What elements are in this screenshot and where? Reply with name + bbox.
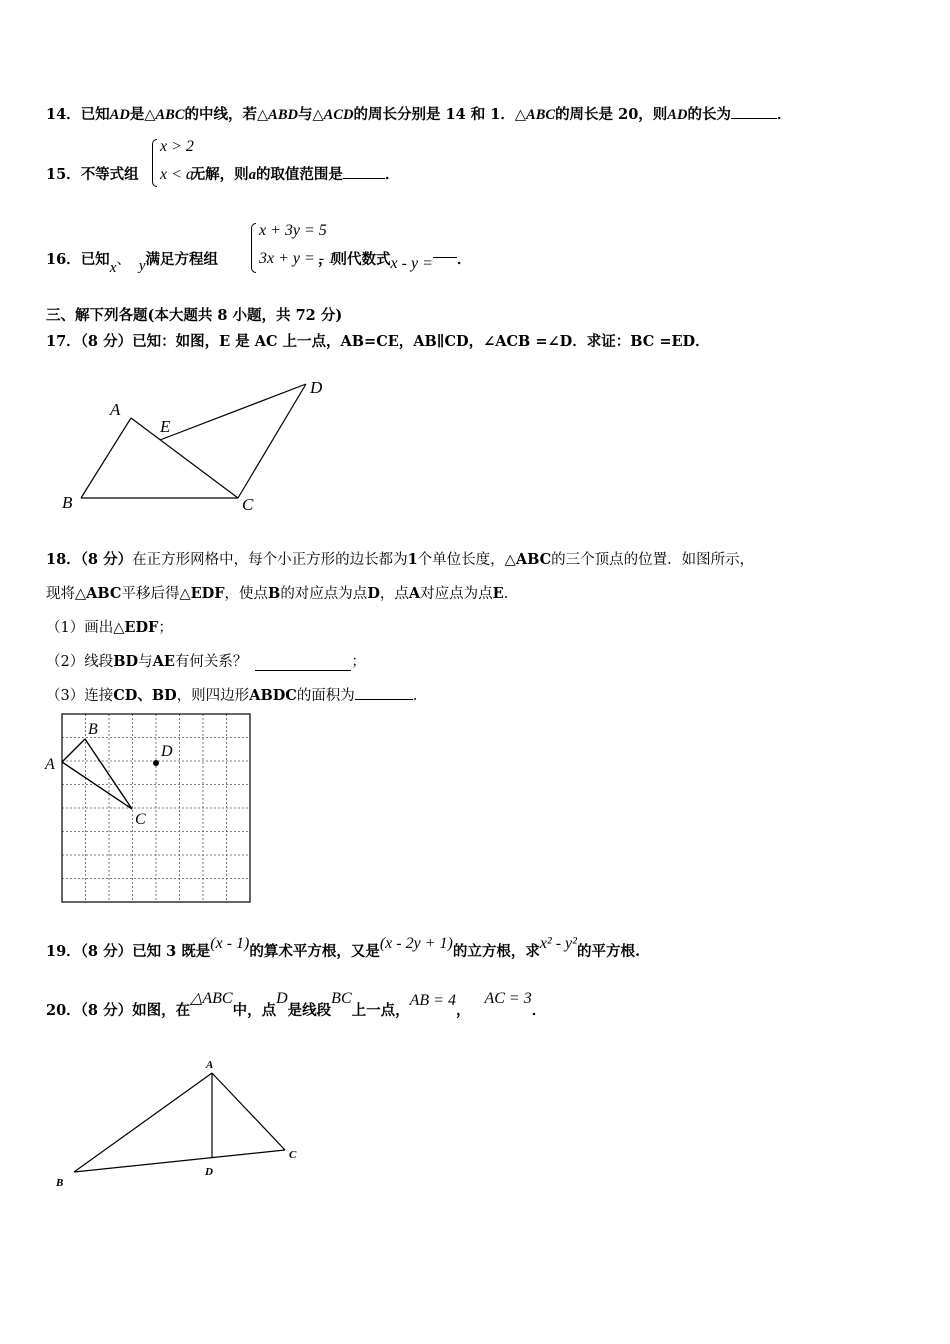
q20-text: ． xyxy=(531,1002,547,1019)
q18-bold: D xyxy=(367,585,380,602)
q20-expression: AB = 4 xyxy=(409,992,456,1009)
q18-bold: BD xyxy=(113,653,139,670)
q18-bold: AE xyxy=(152,653,175,670)
q14-text: 已知 xyxy=(80,106,110,123)
q14-text: 的周长是 20，则 xyxy=(555,106,668,123)
q16-var: y xyxy=(138,258,146,274)
q18-bold: E xyxy=(492,585,504,602)
label-c: C xyxy=(135,811,146,828)
q16-text: 满足方程组 xyxy=(145,251,219,268)
label-b: B xyxy=(62,493,73,512)
q20-expression: BC xyxy=(331,990,352,1007)
q16-text: ，则代数式 xyxy=(318,251,391,268)
q14-var: ACD xyxy=(323,107,354,123)
q18-text: 与 xyxy=(138,654,153,670)
q19-text: 19．（8 分）已知 3 既是 xyxy=(46,943,211,960)
q18-bold: △EDF xyxy=(179,585,225,602)
q18-text: （2） xyxy=(46,654,85,670)
q14-var: ABC xyxy=(526,107,556,123)
q18-bold: CD、BD xyxy=(113,687,177,704)
q18-bold: B xyxy=(268,585,281,602)
q18-bold: △ABC xyxy=(504,551,552,568)
q18-text: ，点 xyxy=(379,586,409,602)
q20-expression: AC = 3 xyxy=(484,990,532,1007)
q18-text: 的面积为 xyxy=(296,688,355,704)
q18-text: 的对应点为点 xyxy=(280,586,368,602)
label-c: C xyxy=(242,495,254,514)
label-d: D xyxy=(161,743,173,760)
q18-bold: 1 xyxy=(407,551,418,568)
q18-text: 的三个顶点的位置．如图所示， xyxy=(551,552,755,568)
segment-ab xyxy=(74,1073,212,1172)
q19-text: 的立方根，求 xyxy=(452,943,540,960)
q18-bold: A xyxy=(408,585,421,602)
q15-number: 15． xyxy=(46,166,81,183)
q20-text: 上一点， xyxy=(351,1002,410,1019)
q18-bold: △ABC xyxy=(75,585,122,602)
q18-text: （3） xyxy=(46,688,85,704)
q19-expression: (x - 1) xyxy=(210,935,250,952)
q15-text: 不等式组 xyxy=(80,166,139,183)
label-c: C xyxy=(289,1149,297,1161)
question-18-line-2: 现将△ABC平移后得△EDF，使点B的对应点为点D，点A对应点为点E. xyxy=(46,585,509,602)
inequality-row-2: x < a xyxy=(160,166,194,183)
q18-text: ，使点 xyxy=(224,586,269,602)
q18-text: ，则四边形 xyxy=(176,688,250,704)
q18-text: 现将 xyxy=(46,586,75,602)
q18-text: ． xyxy=(412,688,428,704)
section-heading: 三、解下列各题(本大题共 8 小题，共 72 分) xyxy=(46,307,343,324)
equation-row-2: 3x + y = - 1 xyxy=(259,250,337,267)
q16-number: 16． xyxy=(46,251,81,268)
q18-text: ； xyxy=(351,654,366,670)
q18-number: 18．（8 分） xyxy=(46,551,133,568)
label-d: D xyxy=(205,1166,213,1178)
q18-text: 在正方形网格中，每个小正方形的边长都为 xyxy=(132,552,408,568)
q18-bold: ABDC xyxy=(249,687,297,704)
inequality-row-1: x > 2 xyxy=(160,138,194,155)
q19-expression: x² - y² xyxy=(539,935,577,952)
q14-var: AD xyxy=(667,107,688,123)
q16-text: 、 xyxy=(116,252,131,268)
segment-ac xyxy=(212,1073,285,1150)
segment-bc xyxy=(74,1150,285,1172)
q18-text: 平移后得 xyxy=(121,586,180,602)
q20-text: 20．（8 分）如图，在 xyxy=(46,1002,191,1019)
label-d: D xyxy=(310,378,323,397)
q19-text: 的平方根. xyxy=(576,943,641,960)
q18-text: ； xyxy=(158,620,173,636)
q18-text: 对应点为点 xyxy=(420,586,493,602)
q20-text: 是线段 xyxy=(287,1002,332,1019)
q16-expression: x - y = xyxy=(390,255,433,272)
q14-text: 的中线，若△ xyxy=(184,106,269,123)
q18-text: 画出 xyxy=(84,620,114,636)
q18-text: 连接 xyxy=(84,688,114,704)
equation-row-1: x + 3y = 5 xyxy=(259,222,327,239)
q20-expression: D xyxy=(276,990,288,1007)
q14-text: 与△ xyxy=(298,106,324,123)
q14-var: ABC xyxy=(155,107,185,123)
label-a: A xyxy=(206,1059,214,1071)
q15-text: 无解，则 xyxy=(190,166,249,183)
label-a: A xyxy=(110,400,121,419)
q15-text: 的取值范围是 xyxy=(255,166,343,183)
q20-text: 中，点 xyxy=(232,1002,277,1019)
q16-var: x xyxy=(109,260,117,276)
q18-text: 线段 xyxy=(84,654,114,670)
q20-expression: △ABC xyxy=(190,990,233,1007)
q14-text: 的长为 xyxy=(687,106,731,123)
q14-var: ABD xyxy=(268,107,298,123)
q19-text: 的算术平方根，又是 xyxy=(249,943,380,960)
q15-text: ． xyxy=(384,166,400,183)
q18-text: （1） xyxy=(46,620,85,636)
q18-bold: △EDF xyxy=(113,619,159,636)
q14-number: 14． xyxy=(46,106,81,123)
label-b: B xyxy=(56,1177,64,1189)
label-b: B xyxy=(88,721,98,738)
q14-text: ． xyxy=(776,106,792,123)
q19-expression: (x - 2y + 1) xyxy=(379,935,453,952)
q20-text: ， xyxy=(455,1002,471,1019)
label-e: E xyxy=(160,417,171,436)
q14-var: AD xyxy=(109,107,130,123)
q18-text: 有何关系？ xyxy=(174,654,248,670)
q16-text: 已知 xyxy=(80,251,110,268)
q14-text: 是△ xyxy=(129,106,156,123)
q18-text: 个单位长度， xyxy=(417,552,505,568)
q14-text: 的周长分别是 14 和 1．△ xyxy=(353,106,527,123)
label-a: A xyxy=(45,756,55,773)
question-17: 17．（8 分）已知：如图，E 是 AC 上一点，AB=CE，AB∥CD，∠ACB =∠D．求证：BC =ED． xyxy=(46,333,710,350)
q16-text: ． xyxy=(456,251,472,268)
q15-var: a xyxy=(248,167,256,183)
